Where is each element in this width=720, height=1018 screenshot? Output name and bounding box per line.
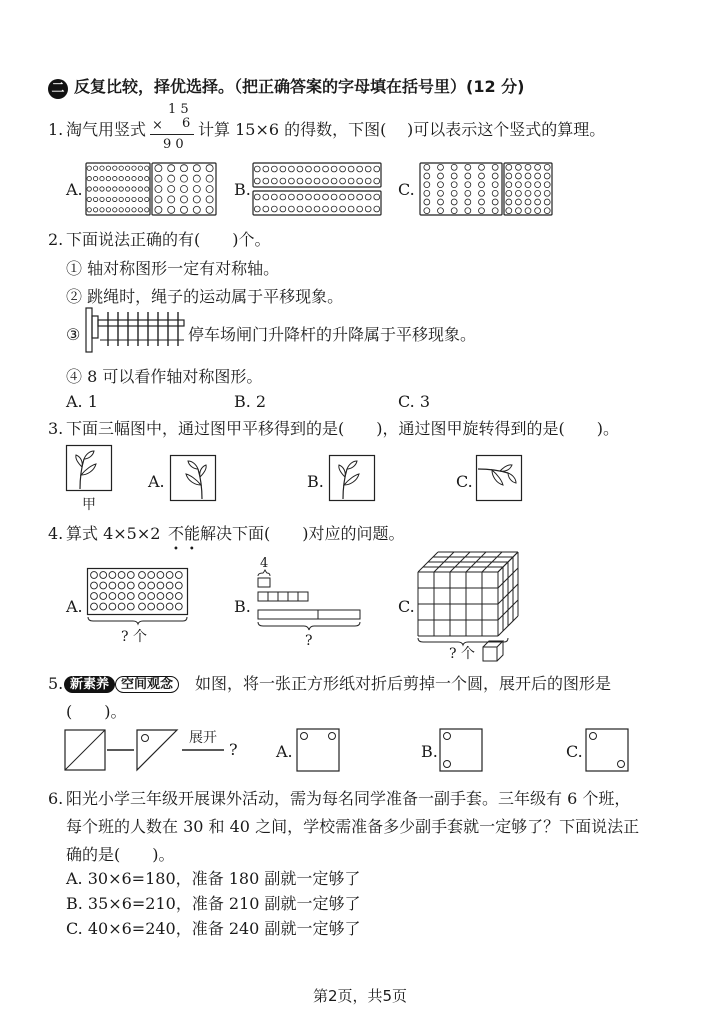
q1-text-c: )可以表示这个竖式的算理。 [407, 120, 606, 139]
q4-option-a[interactable]: A. [66, 597, 83, 616]
q6-line-2: 每个班的人数在 30 和 40 之间，学校需准备多少副手套就一定够了？下面说法正 [66, 817, 640, 836]
q2-option-a[interactable]: A. 1 [66, 392, 98, 411]
q5-option-b[interactable]: B. [421, 742, 438, 761]
q3-number: 3. [48, 419, 64, 438]
q4-b-label: ? [305, 633, 313, 649]
unfold-label: 展开 [189, 730, 217, 746]
q3-option-c[interactable]: C. [456, 472, 473, 491]
bar-unit [288, 592, 298, 601]
q2-item-3-text: 停车场闸门升降杆的升降属于平移现象。 [188, 325, 477, 344]
section-number-badge: 二 [48, 79, 68, 99]
q2-item-3-marker: ③ [66, 325, 81, 344]
plant-figure-jia [66, 445, 112, 491]
q3-stem: 下面三幅图中，通过图甲平移得到的是( )，通过图甲旋转得到的是( )。 [66, 419, 619, 438]
dot-block [504, 163, 552, 215]
q6-option-c[interactable]: C. 40×6=240，准备 240 副就一定够了 [66, 919, 361, 938]
q2-item-4: ④ 8 可以看作轴对称图形。 [66, 367, 263, 386]
q2-item-2: ② 跳绳时，绳子的运动属于平移现象。 [66, 287, 344, 306]
q1-vertical-line [150, 134, 194, 135]
bar-unit [278, 592, 288, 601]
unit-cube-icon [481, 640, 505, 664]
q4-option-c[interactable]: C. [398, 597, 415, 616]
emphasis-dots: •• [173, 544, 205, 555]
section-title: 反复比较，择优选择。（把正确答案的字母填在括号里）(12 分) [74, 77, 525, 96]
q4-number: 4. [48, 524, 64, 543]
q4-c-label: ? 个 [449, 646, 475, 662]
unfold-result-question: ? [229, 740, 238, 759]
q1-vertical-op: × [152, 118, 163, 133]
tag-spatial-concept: 空间观念 [115, 676, 179, 693]
folding-diagram [64, 728, 244, 772]
bar-unit [268, 592, 278, 601]
q5-tags [64, 673, 179, 692]
q4-stem-b: 解决下面( )对应的问题。 [200, 524, 405, 543]
q1-option-a[interactable]: A. [66, 180, 83, 199]
unfolded-square-c [585, 728, 629, 772]
q5-option-c[interactable]: C. [566, 742, 583, 761]
q6-line-1: 阳光小学三年级开展课外活动，需为每名同学准备一副手套。三年级有 6 个班， [66, 789, 631, 808]
q1-text-b: 计算 15×6 的得数，下图( [198, 120, 387, 139]
q2-number: 2. [48, 230, 64, 249]
figure-label-jia: 甲 [82, 497, 96, 513]
q1-vertical-result: 9 0 [163, 137, 184, 152]
plant-figure-c [476, 455, 522, 501]
q5-number: 5. [48, 674, 64, 693]
bar-unit [258, 592, 268, 601]
q4-option-b[interactable]: B. [234, 597, 251, 616]
q3-option-b[interactable]: B. [307, 472, 324, 491]
q4-stem-a: 算式 4×5×2 [66, 524, 161, 543]
tag-new-literacy: 新素养 [64, 676, 115, 693]
q1-option-c[interactable]: C. [398, 180, 415, 199]
q4-a-label: ? 个 [121, 629, 147, 645]
page-footer: 第2页，共5页 [312, 987, 408, 1005]
q5-option-a[interactable]: A. [276, 742, 293, 761]
unfolded-square-b [439, 728, 483, 772]
dot-block [86, 163, 150, 215]
q1-vertical-row2: 6 [182, 116, 191, 131]
q1-text-a: 淘气用竖式 [66, 120, 147, 139]
parking-gate-icon [86, 306, 186, 356]
q1-number: 1. [48, 120, 64, 139]
q4-cube-stack-c [418, 552, 530, 644]
q4-bar-model-b [256, 572, 362, 634]
plant-figure-b [329, 455, 375, 501]
plant-figure-a [170, 455, 216, 501]
q6-option-a[interactable]: A. 30×6=180，准备 180 副就一定够了 [66, 869, 361, 888]
q1-dotgrid-a [86, 163, 218, 217]
q6-line-3: 确的是( )。 [66, 845, 175, 864]
q4-dot-array-a [87, 568, 189, 624]
q6-number: 6. [48, 789, 64, 808]
q4-b-top-label: 4 [260, 556, 269, 571]
q2-item-1: ① 轴对称图形一定有对称轴。 [66, 259, 280, 278]
q1-dotgrid-c [420, 163, 554, 217]
q2-option-c[interactable]: C. 3 [398, 392, 431, 411]
q1-vertical-row1: 1 5 [168, 102, 189, 117]
q1-option-b[interactable]: B. [234, 180, 251, 199]
q5-stem-2: ( )。 [66, 702, 127, 721]
dot-block [420, 163, 502, 215]
q2-option-b[interactable]: B. 2 [234, 392, 267, 411]
q5-stem: 如图，将一张正方形纸对折后剪掉一个圆，展开后的图形是 [195, 674, 612, 693]
section-header [48, 74, 524, 99]
unfolded-square-a [296, 728, 340, 772]
bar-unit [298, 592, 308, 601]
q6-option-b[interactable]: B. 35×6=210，准备 210 副就一定够了 [66, 894, 361, 913]
q2-stem: 下面说法正确的有( )个。 [66, 230, 271, 249]
q1-dotgrid-b [253, 163, 383, 217]
q3-option-a[interactable]: A. [148, 472, 165, 491]
q4-stem-emphasis: 不能 [168, 524, 201, 543]
